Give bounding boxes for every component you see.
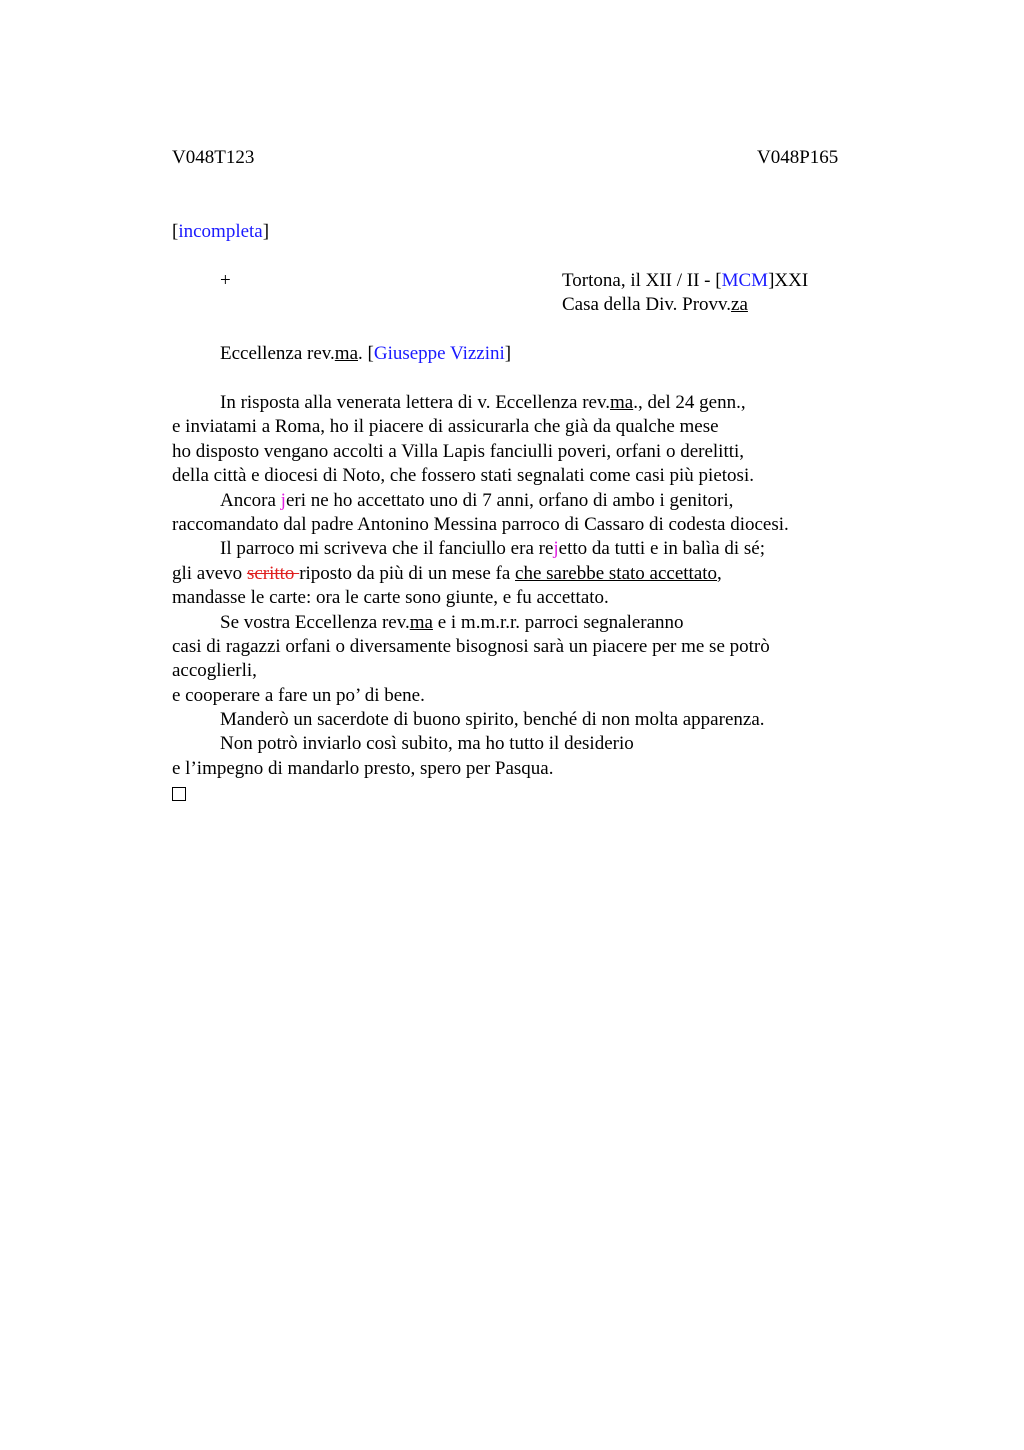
text-run: etto da tutti e in balìa di sé; bbox=[558, 538, 765, 560]
institution-text: Casa della Div. Provv. bbox=[562, 294, 732, 315]
institution-abbrev: za bbox=[731, 294, 748, 315]
note-bracket-close: ] bbox=[262, 221, 270, 242]
body-line: casi di ragazzi orfani o diversamente bisognosi sarà un piacere per me se potrò bbox=[172, 635, 770, 657]
abbrev-run: ma bbox=[409, 611, 433, 633]
document-code-right: V048P165 bbox=[757, 147, 839, 168]
abbrev-run: ma bbox=[610, 392, 634, 413]
body-line bbox=[172, 611, 852, 635]
deleted-word: scritto bbox=[246, 562, 300, 584]
body-line: e inviatami a Roma, ho il piacere di assicurarla che già da qualche mese bbox=[172, 416, 719, 438]
salutation-sep: . [ bbox=[358, 343, 374, 364]
text-run: Il parroco mi scriveva che il fanciullo era re bbox=[220, 538, 554, 560]
body-line: Non potrò inviarlo così subito, ma ho tutto il desiderio bbox=[220, 733, 634, 755]
place-date-line bbox=[562, 269, 808, 293]
institution-line bbox=[562, 293, 748, 317]
text-run: riposto da più di un mese fa bbox=[299, 562, 516, 584]
body-line bbox=[172, 391, 852, 415]
document-code-left: V048T123 bbox=[172, 147, 255, 168]
body-line: e cooperare a fare un po’ di bene. bbox=[172, 684, 425, 706]
body-line bbox=[172, 562, 852, 586]
cross-mark: + bbox=[220, 270, 231, 291]
body-line: ho disposto vengano accolti a Villa Lapis fanciulli poveri, orfani o derelitti, bbox=[172, 440, 745, 462]
text-run: Ancora bbox=[220, 489, 281, 511]
letter-body bbox=[172, 391, 852, 806]
text-run: eri ne ho accettato uno di 7 anni, orfano di ambo i genitori, bbox=[285, 489, 734, 511]
body-line bbox=[172, 537, 852, 561]
body-line: della città e diocesi di Noto, che fossero stati segnalati come casi più pietosi. bbox=[172, 465, 754, 487]
text-run: Se vostra Eccellenza rev. bbox=[220, 611, 410, 633]
body-line bbox=[172, 489, 852, 513]
salutation-text: Eccellenza rev. bbox=[220, 343, 335, 364]
body-line: accoglierli, bbox=[172, 660, 257, 682]
highlighted-letter: j bbox=[280, 489, 286, 511]
text-run: ., del 24 genn., bbox=[633, 392, 746, 413]
text-run: , bbox=[717, 562, 722, 584]
text-run: gli avevo bbox=[172, 562, 247, 584]
salutation-close: ] bbox=[504, 343, 512, 364]
text-run: e i m.m.r.r. parroci segnaleranno bbox=[432, 611, 684, 633]
salutation bbox=[220, 342, 511, 366]
body-line: e l’impegno di mandarlo presto, spero per Pasqua. bbox=[172, 757, 554, 779]
end-of-text-box-icon bbox=[172, 787, 186, 801]
incomplete-note bbox=[172, 220, 269, 244]
body-line: Manderò un sacerdote di buono spirito, benché di non molta apparenza. bbox=[220, 709, 765, 731]
note-label: incompleta bbox=[178, 221, 263, 242]
end-mark-line bbox=[172, 781, 852, 805]
body-line: mandasse le carte: ora le carte sono giunte, e fu accettato. bbox=[172, 587, 609, 609]
place-date-tail: ]XXI bbox=[768, 270, 809, 291]
place-date-year-insert: MCM bbox=[721, 270, 769, 291]
highlighted-letter: j bbox=[553, 538, 559, 560]
body-line: raccomandato dal padre Antonino Messina parroco di Cassaro di codesta diocesi. bbox=[172, 513, 789, 535]
addressee-name: Giuseppe Vizzini bbox=[373, 343, 505, 364]
note-bracket-open: [ bbox=[172, 221, 179, 242]
underlined-phrase: che sarebbe stato accettato bbox=[515, 562, 718, 584]
place-date-text: Tortona, il XII / II - [ bbox=[562, 270, 722, 291]
salutation-abbrev: ma bbox=[334, 343, 359, 364]
text-run: In risposta alla venerata lettera di v. Eccellenza rev. bbox=[220, 392, 610, 413]
